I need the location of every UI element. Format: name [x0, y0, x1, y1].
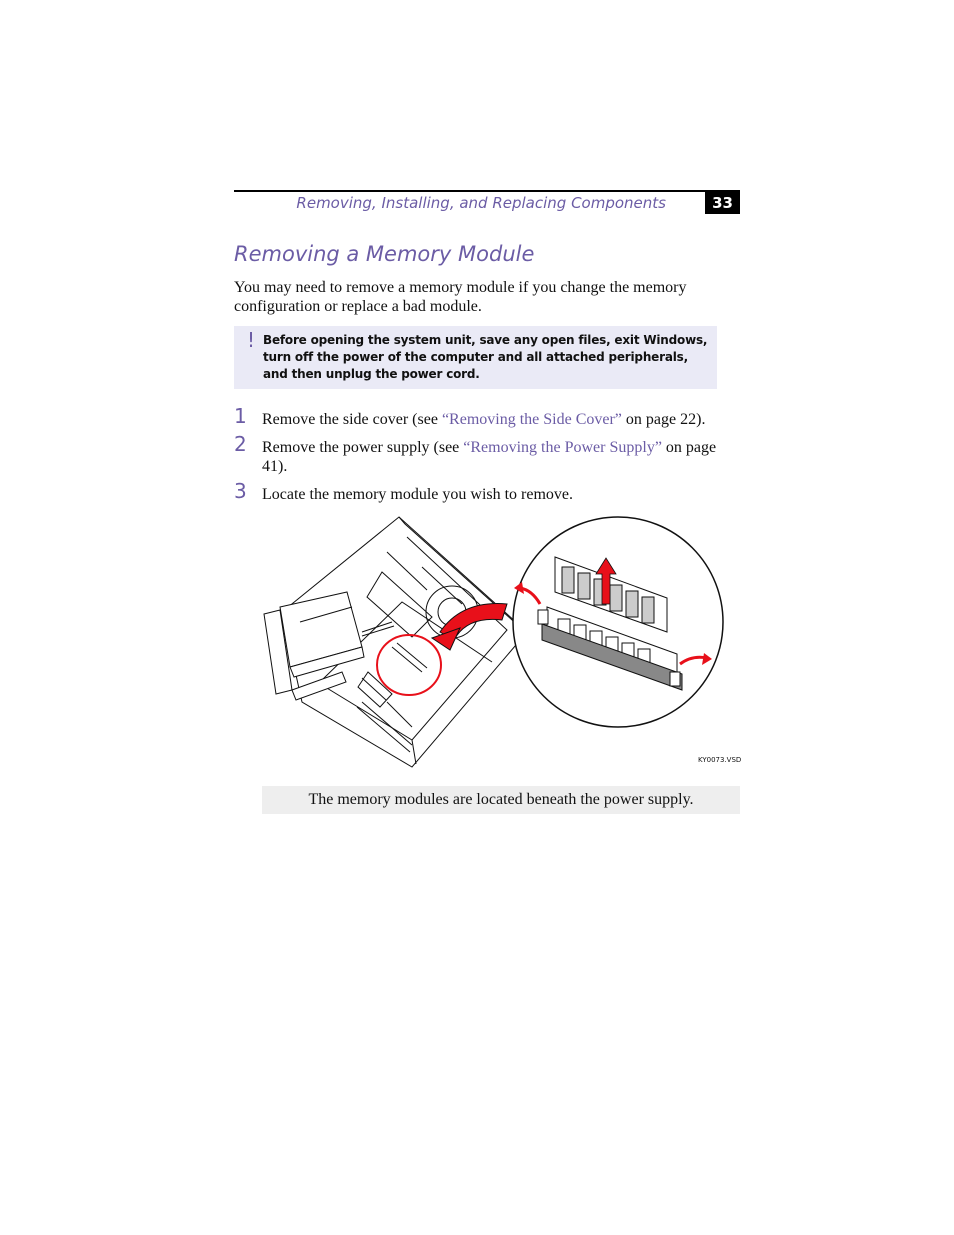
section-title: Removing a Memory Module	[234, 242, 535, 266]
warning-box	[234, 326, 717, 389]
step-number: 2	[234, 432, 247, 456]
page-number: 33	[705, 192, 740, 214]
step-text: Locate the memory module you wish to remove.	[262, 486, 574, 503]
step-number: 1	[234, 404, 247, 428]
step-number: 3	[234, 479, 247, 503]
header-rule	[234, 190, 740, 192]
figure-id-label: KY0073.VSD	[698, 756, 742, 764]
step-text: Remove the power supply (see “Removing the Power Supply” on page 41).	[262, 439, 717, 475]
link-removing-power-supply[interactable]: “Removing the Power Supply”	[463, 439, 662, 456]
memory-module-illustration	[262, 512, 740, 770]
step-text: Remove the side cover (see “Removing the Side Cover” on page 22).	[262, 411, 706, 428]
intro-paragraph: You may need to remove a memory module if you change the memory configuration or replace a bad module.	[234, 279, 687, 315]
figure-caption: The memory modules are located beneath the power supply.	[262, 786, 740, 814]
warning-icon: !	[247, 328, 256, 352]
link-removing-side-cover[interactable]: “Removing the Side Cover”	[441, 411, 622, 428]
running-header-title: Removing, Installing, and Replacing Components	[296, 194, 666, 212]
warning-text: Before opening the system unit, save any open files, exit Windows, turn off the power of the computer and all attached peripherals, and then unplug the power cord.	[263, 333, 708, 381]
